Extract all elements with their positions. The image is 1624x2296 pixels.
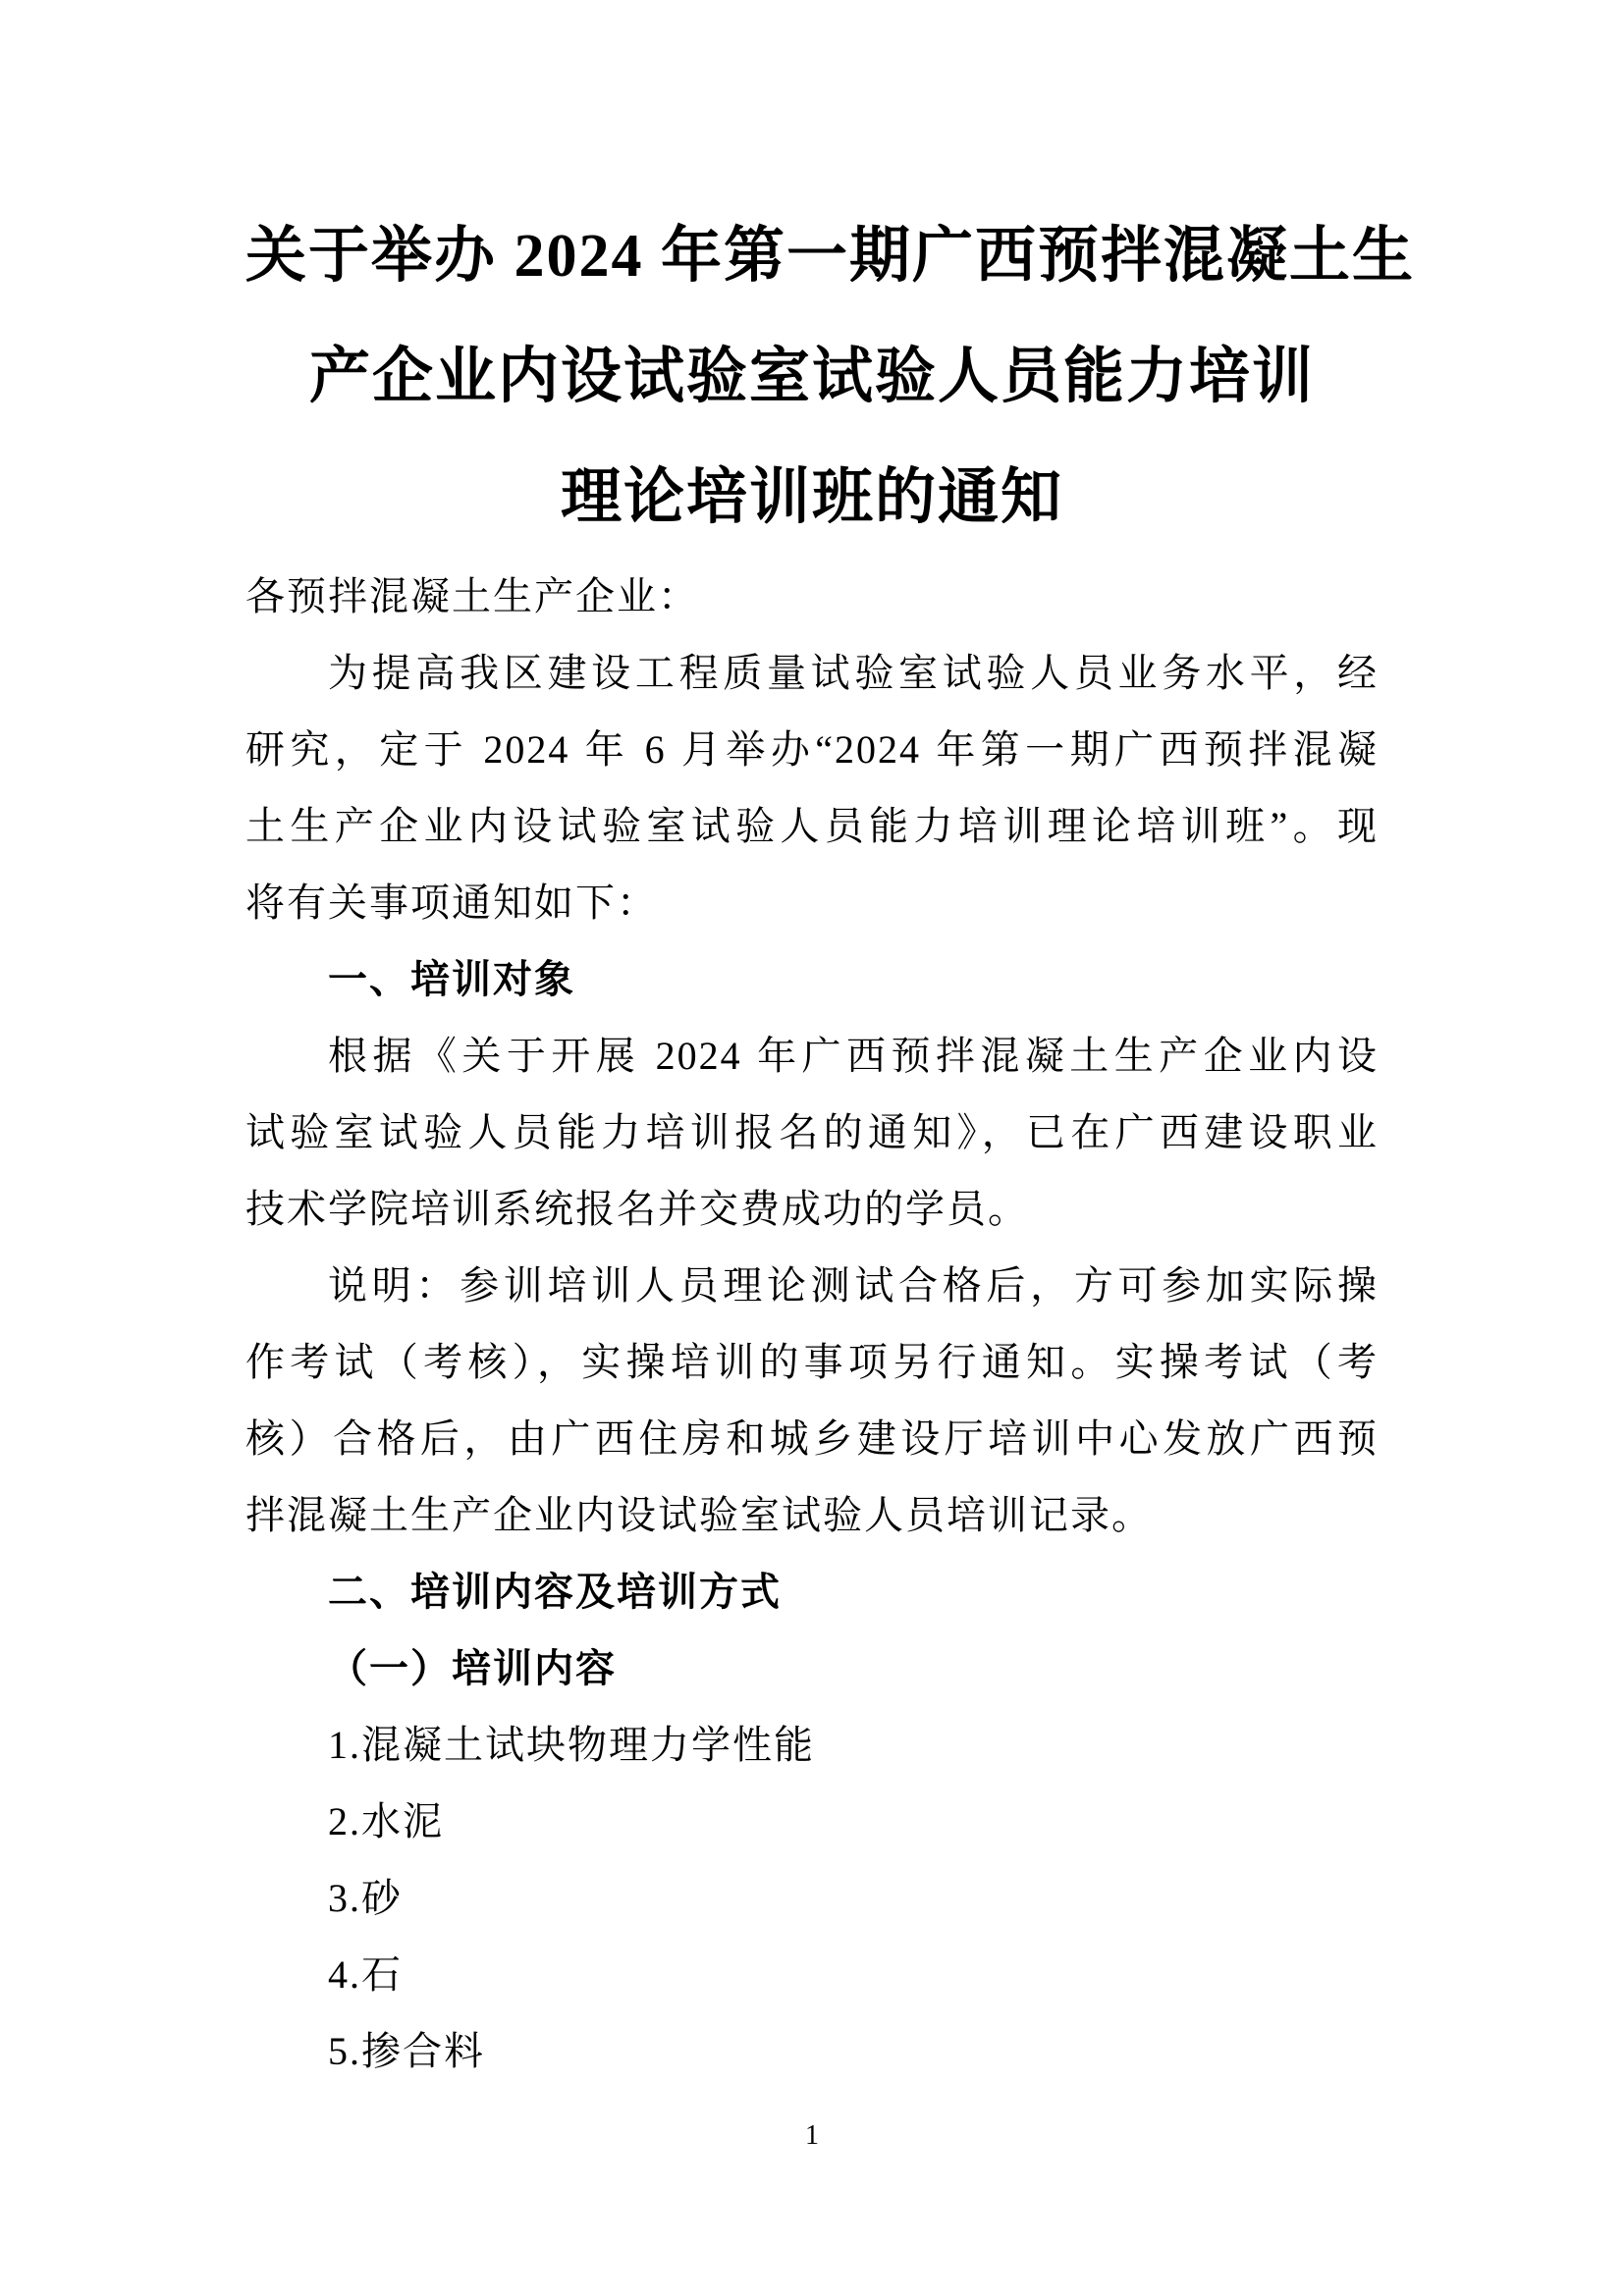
body-line: 根据《关于开展 2024 年广西预拌混凝土生产企业内设 <box>328 1034 1379 1078</box>
body-line: 说明：参训培训人员理论测试合格后，方可参加实际操 <box>328 1263 1379 1308</box>
body-line: 作考试（考核），实操培训的事项另行通知。实操考试（考 <box>245 1340 1379 1384</box>
body-line: 研究，定于 2024 年 6 月举办“2024 年第一期广西预拌混凝 <box>245 727 1379 772</box>
list-item: 2.水泥 <box>328 1799 444 1843</box>
body-line: 拌混凝土生产企业内设试验室试验人员培训记录。 <box>245 1493 1153 1537</box>
title-line: 关于举办 2024 年第一期广西预拌混凝土生 <box>245 223 1416 290</box>
title-line: 理论培训班的通知 <box>560 464 1063 531</box>
subsection-heading: （一）培训内容 <box>328 1646 617 1690</box>
document-body <box>245 559 1379 2090</box>
section-heading: 二、培训内容及培训方式 <box>328 1571 782 1614</box>
page-number: 1 <box>805 2120 819 2151</box>
body-line: 试验室试验人员能力培训报名的通知》，已在广西建设职业 <box>245 1110 1379 1154</box>
section-heading: 一、培训对象 <box>328 958 575 1001</box>
document-title <box>245 196 1416 559</box>
list-item: 1.混凝土试块物理力学性能 <box>328 1723 815 1767</box>
body-line: 土生产企业内设试验室试验人员能力培训理论培训班”。现 <box>245 804 1379 848</box>
list-item: 5.掺合料 <box>328 2029 485 2073</box>
title-line: 产企业内设试验室试验人员能力培训 <box>308 344 1315 410</box>
body-line: 为提高我区建设工程质量试验室试验人员业务水平，经 <box>328 651 1379 695</box>
list-item: 4.石 <box>328 1952 403 1997</box>
body-line: 核）合格后，由广西住房和城乡建设厅培训中心发放广西预 <box>245 1416 1379 1461</box>
document-content <box>245 0 1416 2090</box>
body-line: 将有关事项通知如下： <box>245 881 658 925</box>
body-line: 技术学院培训系统报名并交费成功的学员。 <box>245 1187 1029 1231</box>
body-line: 各预拌混凝土生产企业： <box>245 574 699 618</box>
list-item: 3.砂 <box>328 1876 403 1920</box>
